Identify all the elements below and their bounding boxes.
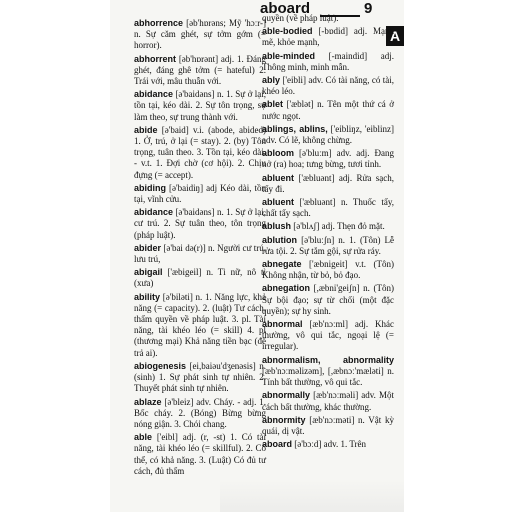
column-left xyxy=(134,16,266,479)
dictionary-entry xyxy=(134,18,266,52)
entry-headword: aboard xyxy=(262,439,293,450)
entry-headword: abhorrence xyxy=(134,18,184,28)
entry-definition: [ə'baidəns] n. 1. Sự ở lại, tồn tại, kéo dài. 2. Sự tôn trọng, sự làm theo, sự trung thành với. xyxy=(134,89,266,122)
dictionary-entry xyxy=(134,267,266,289)
entry-headword: ablet xyxy=(262,99,284,110)
entry-definition: [ə'biləti] n. 1. Năng lực, khả năng (= capacity). 2. (luật) Tư cách, thẩm quyền về pháp luật. 3. pl. Tài năng, tài khéo léo (= skill) 4. pl (thương mại) Khả năng tiền bạc (để trả ai). xyxy=(134,291,267,358)
entry-headword: abide xyxy=(134,124,158,135)
dictionary-entry xyxy=(262,75,394,97)
entry-definition: [ei,baiəu'dʒenəsis] n. (sinh) 1. Sự phát sinh tự nhiên. 2. Thuyết phát sinh tự nhiên. xyxy=(134,360,266,394)
entry-headword: abluent xyxy=(262,197,295,208)
entry-headword: abnegation xyxy=(262,283,311,294)
entry-headword: abnegate xyxy=(262,259,302,270)
entry-definition: [æb'nɔːməlizəm], [,æbnɔː'mæləti] n. Tính bất thường, vô qui tắc. xyxy=(262,365,394,388)
entry-headword: ably xyxy=(262,75,281,86)
dictionary-entry xyxy=(134,89,266,123)
entry-definition: [æb'nɔːml] adj. Khác thường, vô qui tắc, ngoại lệ (= irregular). xyxy=(262,319,394,352)
entry-definition: ['æblət] n. Tên một thứ cá ở nước ngọt. xyxy=(262,99,395,121)
entry-headword: ablaze xyxy=(134,396,162,407)
entry-headword: able-bodied xyxy=(262,26,313,37)
section-letter-tab: A xyxy=(386,26,404,46)
entry-headword: abider xyxy=(134,242,162,253)
entry-definition: [ə'bluːm] adv. adj. Đang nở (ra) hoa; tưng bừng, tươi tỉnh. xyxy=(262,148,395,170)
entry-definition: [ə'blʌʃ] adj. Thẹn đỏ mặt. xyxy=(293,221,385,232)
entry-definition: [-bɒdid] adj. Mạnh mẽ, khỏe mạnh, xyxy=(262,26,394,48)
entry-definition: quyền (về pháp luật). xyxy=(262,13,339,23)
entry-definition: [ə'bleiz] adv. Cháy. - adj. 1. Bốc cháy. 2. (Bóng) Bừng bừng nóng giận. 3. Chói chang. xyxy=(134,396,266,429)
entry-definition: [ə'baidiŋ] adj Kéo dài, tồn tại, vĩnh cửu. xyxy=(134,182,267,205)
entry-headword: ability xyxy=(134,291,161,302)
dictionary-page xyxy=(110,0,404,512)
dictionary-entry xyxy=(134,207,266,241)
dictionary-entry xyxy=(262,173,394,195)
entry-definition: ['eibl] adj. (r, -st) 1. Có tài năng, tài khéo léo (= skillful). 2. Có thể, có khả năng. 3. (Luật) Có đủ tư cách, đủ thẩm xyxy=(134,432,266,476)
entry-headword: abhorrent xyxy=(134,53,177,64)
dictionary-entry xyxy=(262,283,394,317)
entry-headword: abnormity xyxy=(262,414,306,425)
entry-definition: [æb'nɔːməti] n. Vật kỳ quái, dị vật. xyxy=(262,414,394,436)
dictionary-entry xyxy=(134,54,266,88)
dictionary-entry xyxy=(262,439,394,450)
right-margin xyxy=(404,0,512,512)
entry-headword: abiogenesis xyxy=(134,360,187,371)
entry-definition: [əb'hɒrənt] adj. 1. Đáng ghét, đáng ghê tởm (= hateful) 2. Trái với, mâu thuẫn với. xyxy=(134,53,266,87)
entry-headword: ablings, ablins, xyxy=(262,123,328,134)
entry-definition: [ə'baid] v.i. (abode, abided) 1. Ở, trú, ở lại (= stay). 2. (by) Tôn trọng, tuân theo. 3. Tồn tại, kéo dài. - v.t. 1. Đợi chờ (cơ hội). 2. Chịu đựng (= accept). xyxy=(134,124,266,180)
dictionary-entry xyxy=(134,361,266,395)
dictionary-entry xyxy=(262,124,394,146)
dictionary-entry xyxy=(134,432,266,477)
entry-headword: abnormally xyxy=(262,390,311,401)
entry-definition: ['æbluənt] n. Thuốc tẩy, chất tẩy sạch. xyxy=(262,197,394,219)
dictionary-entry xyxy=(134,397,266,431)
entry-headword: able xyxy=(134,432,153,443)
entry-definition: ['eibli] adv. Có tài năng, có tài, khéo léo. xyxy=(262,75,394,97)
dictionary-entry xyxy=(262,197,394,219)
dictionary-entry xyxy=(262,415,394,437)
entry-definition: [æb'nɔːməli] adv. Một cách bất thường, khác thường. xyxy=(262,390,395,412)
entry-definition: ['æbnigeit] v.t. (Tôn) Không nhận, từ bỏ, bỏ đạo. xyxy=(262,259,394,281)
page-shadow xyxy=(220,480,404,512)
entry-definition: [ə'bluːʃn] n. 1. (Tôn) Lễ rửa tội. 2. Sự tắm gội, sự rửa ráy. xyxy=(262,234,395,256)
entry-headword: abnormal xyxy=(262,319,303,330)
entry-headword: abluent xyxy=(262,172,295,183)
entry-definition: [ə'baidəns] n. 1. Sự ở lại, cư trú. 2. Sự tuân theo, tôn trọng (pháp luật). xyxy=(134,207,266,240)
entry-definition: [-maindid] adj. Thông minh, minh mẫn. xyxy=(262,50,394,72)
dictionary-entry xyxy=(134,125,266,181)
dictionary-entry xyxy=(262,148,394,170)
dictionary-entry xyxy=(262,221,394,232)
dictionary-entry xyxy=(262,26,394,48)
dictionary-entry xyxy=(262,259,394,281)
entry-headword: abigail xyxy=(134,267,163,278)
entry-headword: ablution xyxy=(262,234,297,245)
left-margin xyxy=(0,0,110,512)
dictionary-entry xyxy=(262,51,394,73)
entry-headword: ablush xyxy=(262,221,292,232)
entry-definition: ['æbigeil] n. Tì nữ, nô tì (xưa) xyxy=(134,267,266,289)
entry-definition: [ə'bɔːd] adv. 1. Trên xyxy=(294,439,367,450)
entry-headword: able-minded xyxy=(262,50,316,61)
dictionary-entry xyxy=(262,319,394,353)
dictionary-entry xyxy=(134,183,266,205)
dictionary-entry xyxy=(134,243,266,265)
entry-definition: [ə'bai də(r)] n. Người cư trú, lưu trú, xyxy=(134,242,266,265)
column-right xyxy=(262,13,394,452)
dictionary-entry xyxy=(134,292,266,359)
dictionary-entry xyxy=(262,99,394,121)
entry-definition: ['æbluənt] adj. Rửa sạch, tẩy đi. xyxy=(262,172,394,194)
entry-definition: [,æbni'geiʃn] n. (Tôn) Sự bội đạo; sự từ chối (một đặc quyền); sự hy sinh. xyxy=(262,283,394,316)
page-number: 9 xyxy=(364,0,373,17)
dictionary-entry xyxy=(262,390,394,412)
dictionary-entry xyxy=(262,235,394,257)
entry-headword: abidance xyxy=(134,89,174,100)
entry-definition: [əb'hɒrəns; Mỹ 'hɔːr-] n. Sự căm ghét, sự tởm gớm (= horror). xyxy=(134,18,266,51)
entry-definition: ['eibliŋz, 'eiblinz] adv. Có lẽ, không chừng. xyxy=(262,123,394,146)
entry-headword: abloom xyxy=(262,148,295,159)
entry-headword: abiding xyxy=(134,182,166,193)
dictionary-entry xyxy=(262,13,394,24)
dictionary-entry xyxy=(262,355,394,389)
entry-headword: abidance xyxy=(134,207,174,218)
header-headword: aboard xyxy=(260,0,311,17)
entry-headword: abnormalism, abnormality xyxy=(262,354,394,365)
